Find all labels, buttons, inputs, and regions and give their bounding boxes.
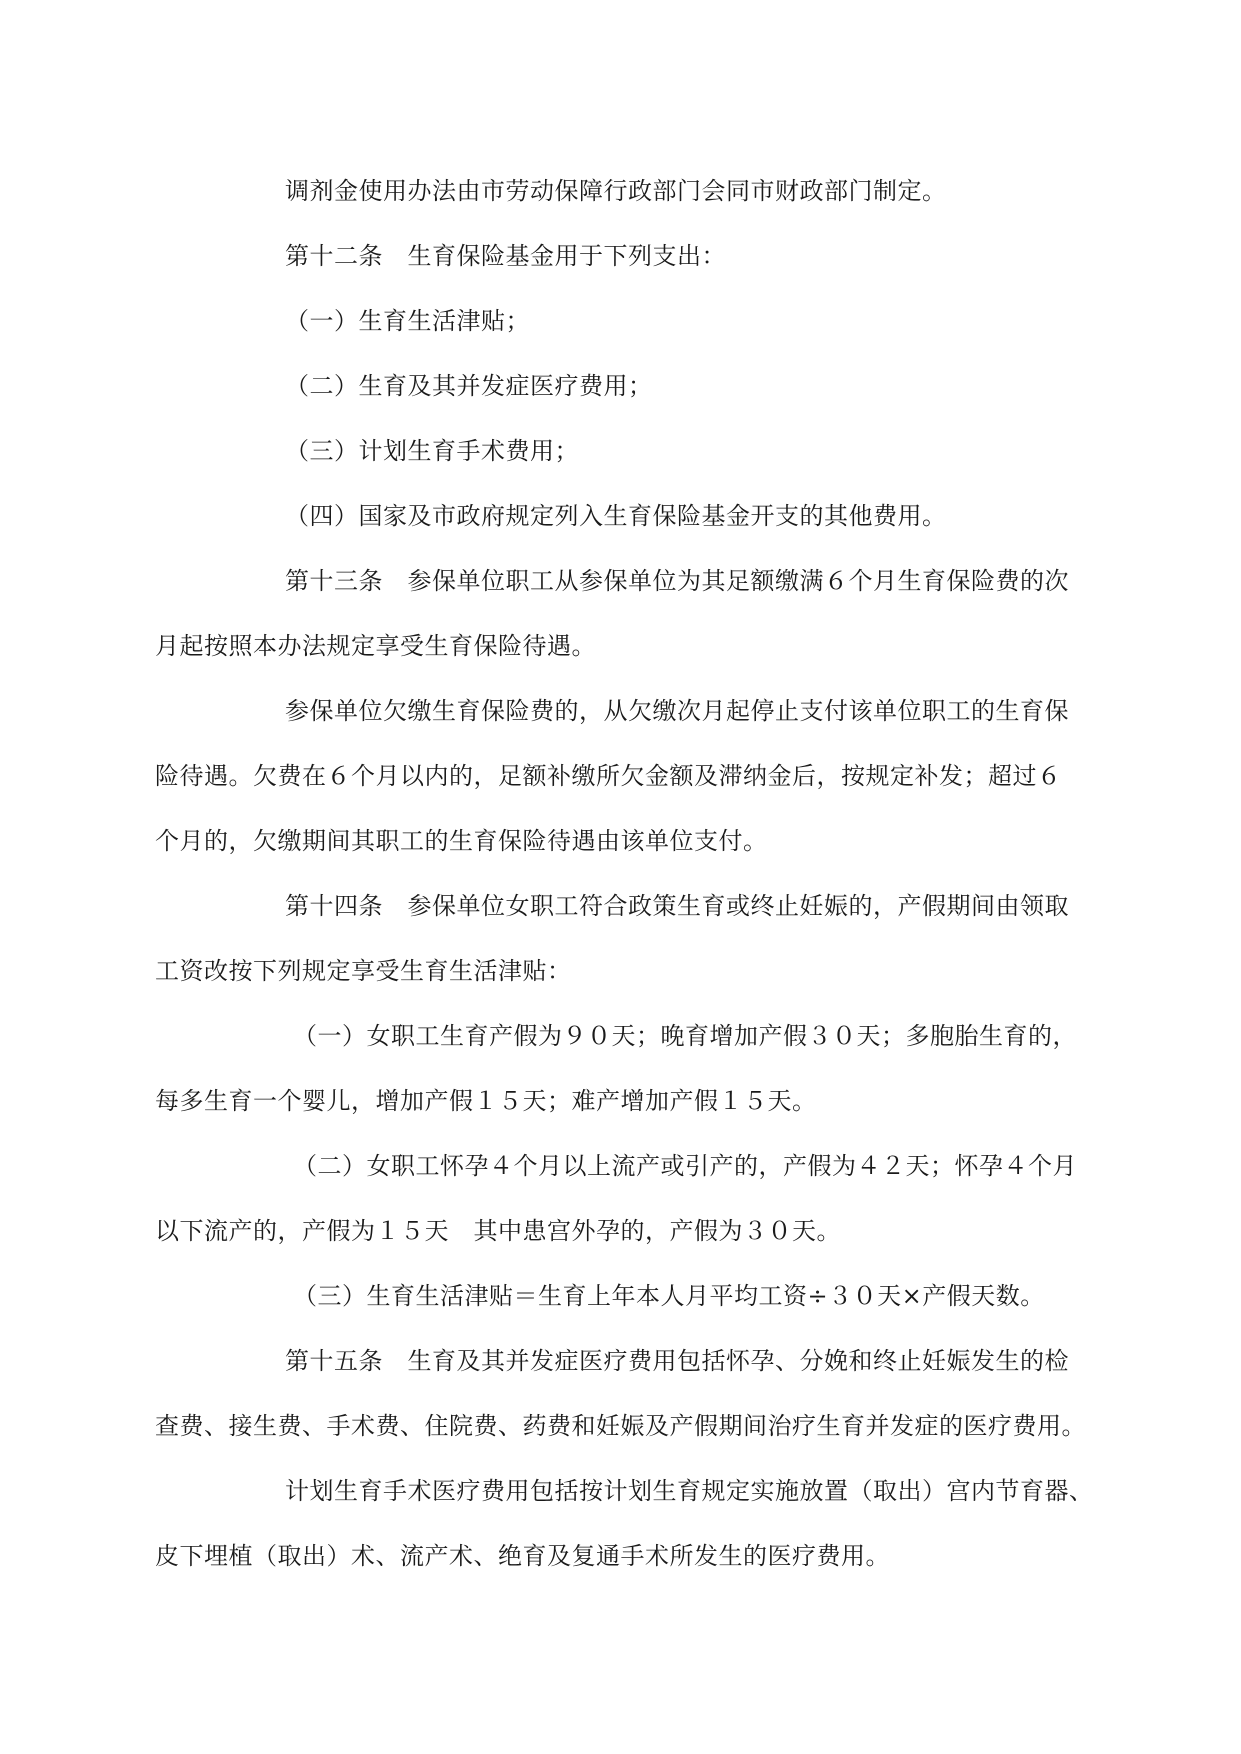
paragraph-line: 调剂金使用办法由市劳动保障行政部门会同市财政部门制定。 bbox=[285, 177, 947, 205]
paragraph-line: 月起按照本办法规定享受生育保险待遇。 bbox=[155, 632, 596, 660]
article-12-heading: 第十二条 生育保险基金用于下列支出： bbox=[285, 242, 726, 270]
list-item: （一）生育生活津贴； bbox=[285, 307, 530, 335]
paragraph-line: 参保单位欠缴生育保险费的，从欠缴次月起停止支付该单位职工的生育保 bbox=[285, 697, 1069, 725]
list-item: （二）生育及其并发症医疗费用； bbox=[285, 372, 653, 400]
paragraph-line: 计划生育手术医疗费用包括按计划生育规定实施放置（取出）宫内节育器、 bbox=[285, 1477, 1094, 1505]
paragraph-line: 工资改按下列规定享受生育生活津贴： bbox=[155, 957, 572, 985]
paragraph-line: 查费、接生费、手术费、住院费、药费和妊娠及产假期间治疗生育并发症的医疗费用。 bbox=[155, 1412, 1086, 1440]
list-item: （三）生育生活津贴＝生育上年本人月平均工资÷３０天×产假天数。 bbox=[293, 1282, 1045, 1310]
list-item: （三）计划生育手术费用； bbox=[285, 437, 579, 465]
paragraph-line: 以下流产的，产假为１５天 其中患宫外孕的，产假为３０天。 bbox=[155, 1217, 841, 1245]
article-15-heading: 第十五条 生育及其并发症医疗费用包括怀孕、分娩和终止妊娠发生的检 bbox=[285, 1347, 1069, 1375]
paragraph-line: 皮下埋植（取出）术、流产术、绝育及复通手术所发生的医疗费用。 bbox=[155, 1542, 890, 1570]
article-14-heading: 第十四条 参保单位女职工符合政策生育或终止妊娠的，产假期间由领取 bbox=[285, 892, 1069, 920]
list-item: （四）国家及市政府规定列入生育保险基金开支的其他费用。 bbox=[285, 502, 947, 530]
list-item: （一）女职工生育产假为９０天；晚育增加产假３０天；多胞胎生育的， bbox=[293, 1022, 1077, 1050]
paragraph-line: 险待遇。欠费在６个月以内的，足额补缴所欠金额及滞纳金后，按规定补发；超过６ bbox=[155, 762, 1062, 790]
paragraph-line: 每多生育一个婴儿，增加产假１５天；难产增加产假１５天。 bbox=[155, 1087, 817, 1115]
list-item: （二）女职工怀孕４个月以上流产或引产的，产假为４２天；怀孕４个月 bbox=[293, 1152, 1077, 1180]
paragraph-line: 个月的，欠缴期间其职工的生育保险待遇由该单位支付。 bbox=[155, 827, 768, 855]
article-13-heading: 第十三条 参保单位职工从参保单位为其足额缴满６个月生育保险费的次 bbox=[285, 567, 1069, 595]
